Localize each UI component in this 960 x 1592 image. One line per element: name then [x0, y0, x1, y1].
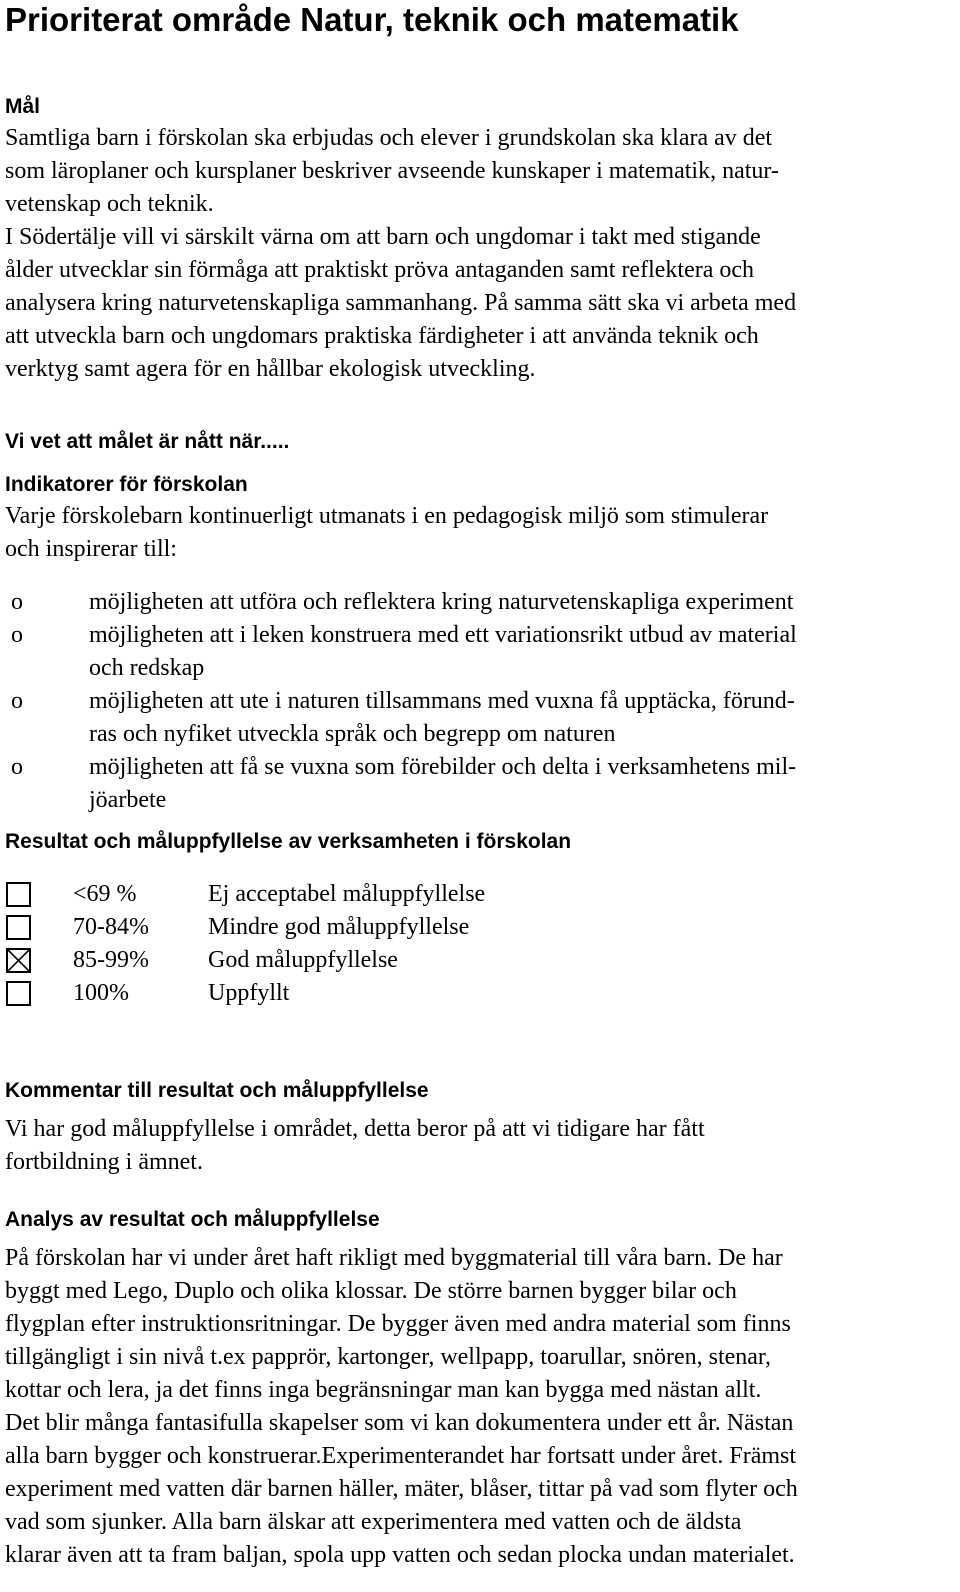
goal-line: analysera kring naturvetenskapliga sammanhang. På samma sätt ska vi arbeta med [5, 290, 797, 316]
list-item-line: och redskap [89, 655, 205, 681]
goal-line: ålder utvecklar sin förmåga att praktiskt pröva antaganden samt reflektera och [5, 257, 755, 283]
goal-paragraph [5, 122, 950, 386]
indicators-intro [5, 500, 950, 566]
analysis-line: Det blir många fantasifulla skapelser som vi kan dokumentera under ett år. Nästan [5, 1410, 794, 1436]
analysis-line: kottar och lera, ja det finns inga begränsningar man kan bygga med nästan allt. [5, 1377, 762, 1403]
result-label: God måluppfyllelse [208, 947, 398, 973]
goal-line: vetenskap och teknik. [5, 191, 214, 217]
list-item-line: jöarbete [89, 787, 167, 813]
analysis-heading: Analys av resultat och måluppfyllelse [5, 1208, 380, 1231]
result-label: Ej acceptabel måluppfyllelse [208, 881, 486, 907]
bullet: o [11, 754, 23, 780]
goal-line: I Södertälje vill vi särskilt värna om att barn och ungdomar i takt med stigande [5, 224, 761, 250]
checkbox-x-icon [8, 950, 29, 971]
list-item [5, 751, 950, 817]
result-checkbox[interactable] [6, 915, 31, 940]
list-item-line: möjligheten att ute i naturen tillsammans med vuxna få upptäcka, förund- [89, 688, 795, 714]
analysis-line: flygplan efter instruktionsritningar. De bygger även med andra material som finns [5, 1311, 791, 1337]
results-heading: Resultat och måluppfyllelse av verksamheten i förskolan [5, 830, 572, 853]
result-range: 70-84% [73, 914, 149, 940]
goal-line: som läroplaner och kursplaner beskriver avseende kunskaper i matematik, natur- [5, 158, 779, 184]
list-item [5, 685, 950, 751]
result-label: Uppfyllt [208, 980, 290, 1006]
analysis-line: tillgängligt i sin nivå t.ex papprör, kartonger, wellpapp, toarullar, snören, stenar, [5, 1344, 771, 1370]
goal-line: Samtliga barn i förskolan ska erbjudas och elever i grundskolan ska klara av det [5, 125, 773, 151]
list-item-line: möjligheten att utföra och reflektera kring naturvetenskapliga experiment [89, 589, 794, 615]
result-checkbox[interactable] [6, 981, 31, 1006]
analysis-line: byggt med Lego, Duplo och olika klossar. De större barnen bygger bilar och [5, 1278, 737, 1304]
result-label: Mindre god måluppfyllelse [208, 914, 470, 940]
bullet: o [11, 622, 23, 648]
indicators-intro-line: och inspirerar till: [5, 536, 177, 562]
comment-line: fortbildning i ämnet. [5, 1149, 203, 1175]
list-item [5, 586, 950, 619]
comment-paragraph [5, 1113, 950, 1179]
result-range: <69 % [73, 881, 137, 907]
bullet: o [11, 589, 23, 615]
indicator-list [5, 586, 950, 817]
achieved-heading: Vi vet att målet är nått när..... [5, 430, 290, 453]
list-item-line: möjligheten att i leken konstruera med ett variationsrikt utbud av material [89, 622, 797, 648]
goal-heading: Mål [5, 95, 41, 118]
analysis-line: klarar även att ta fram baljan, spola upp vatten och sedan plocka undan materialet. [5, 1542, 795, 1568]
analysis-line: alla barn bygger och konstruerar.Experimenterandet har fortsatt under året. Främst [5, 1443, 797, 1469]
list-item [5, 619, 950, 685]
list-item-line: ras och nyfiket utveckla språk och begrepp om naturen [89, 721, 616, 747]
result-checkbox[interactable] [6, 882, 31, 907]
result-checkbox[interactable] [6, 948, 31, 973]
comment-line: Vi har god måluppfyllelse i området, detta beror på att vi tidigare har fått [5, 1116, 705, 1142]
analysis-line: experiment med vatten där barnen häller, mäter, blåser, tittar på vad som flyter och [5, 1476, 798, 1502]
analysis-paragraph [5, 1242, 950, 1572]
bullet: o [11, 688, 23, 714]
result-range: 100% [73, 980, 129, 1006]
comment-heading: Kommentar till resultat och måluppfyllelse [5, 1079, 429, 1102]
goal-line: att utveckla barn och ungdomars praktiska färdigheter i att använda teknik och [5, 323, 759, 349]
analysis-line: På förskolan har vi under året haft rikligt med byggmaterial till våra barn. De har [5, 1245, 783, 1271]
goal-line: verktyg samt agera för en hållbar ekologisk utveckling. [5, 356, 536, 382]
list-item-line: möjligheten att få se vuxna som förebilder och delta i verksamhetens mil- [89, 754, 797, 780]
result-range: 85-99% [73, 947, 149, 973]
indicators-heading: Indikatorer för förskolan [5, 473, 248, 496]
page-title: Prioriterat område Natur, teknik och matematik [5, 1, 739, 38]
indicators-intro-line: Varje förskolebarn kontinuerligt utmanats i en pedagogisk miljö som stimulerar [5, 503, 769, 529]
analysis-line: vad som sjunker. Alla barn älskar att experimentera med vatten och de äldsta [5, 1509, 742, 1535]
